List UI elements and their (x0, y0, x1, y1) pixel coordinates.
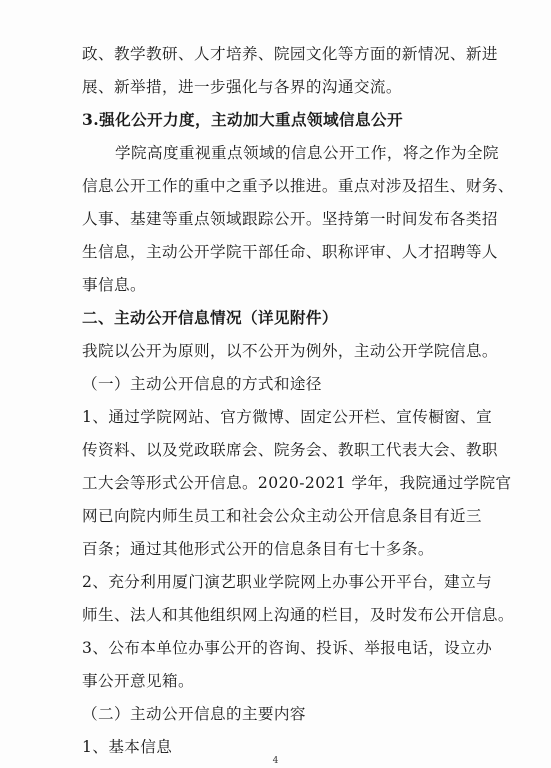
paragraph-line: 3、公布本单位办事公开的咨询、投诉、举报电话，设立办 (82, 639, 493, 657)
paragraph-line: 展、新举措，进一步强化与各界的沟通交流。 (82, 78, 402, 96)
paragraph-line: 人事、基建等重点领域跟踪公开。坚持第一时间发布各类招 (82, 210, 498, 228)
paragraph-line: 网已向院内师生员工和社会公众主动公开信息条目有近三 (82, 507, 482, 525)
subsection-heading: （二）主动公开信息的主要内容 (82, 705, 306, 723)
section-heading: 3.强化公开力度，主动加大重点领域信息公开 (82, 110, 403, 129)
paragraph-line: 事信息。 (82, 276, 146, 294)
page-number: 4 (272, 756, 279, 766)
paragraph-line: 学院高度重视重点领域的信息公开工作，将之作为全院 (115, 144, 499, 162)
paragraph-line: 百条；通过其他形式公开的信息条目有七十多条。 (82, 540, 434, 558)
paragraph-line: 传资料、以及党政联席会、院务会、教职工代表大会、教职 (82, 441, 498, 459)
paragraph-line: 我院以公开为原则，以不公开为例外，主动公开学院信息。 (82, 342, 498, 360)
paragraph-line: 工大会等形式公开信息。2020-2021 学年，我院通过学院官 (82, 474, 512, 492)
paragraph-line: 政、教学教研、人才培养、院园文化等方面的新情况、新进 (82, 45, 498, 63)
paragraph-line: 师生、法人和其他组织网上沟通的栏目，及时发布公开信息。 (82, 606, 514, 624)
section-heading: 二、主动公开信息情况（详见附件） (82, 308, 338, 327)
paragraph-line: 1、基本信息 (82, 738, 173, 756)
paragraph-line: 2、充分利用厦门演艺职业学院网上办事公开平台，建立与 (82, 573, 493, 591)
paragraph-line: 信息公开工作的重中之重予以推进。重点对涉及招生、财务、 (82, 177, 514, 195)
subsection-heading: （一）主动公开信息的方式和途径 (82, 375, 322, 393)
paragraph-line: 生信息，主动公开学院干部任命、职称评审、人才招聘等人 (82, 243, 498, 261)
paragraph-line: 1、通过学院网站、官方微博、固定公开栏、宣传橱窗、宣 (82, 408, 493, 426)
paragraph-line: 事公开意见箱。 (82, 672, 194, 690)
